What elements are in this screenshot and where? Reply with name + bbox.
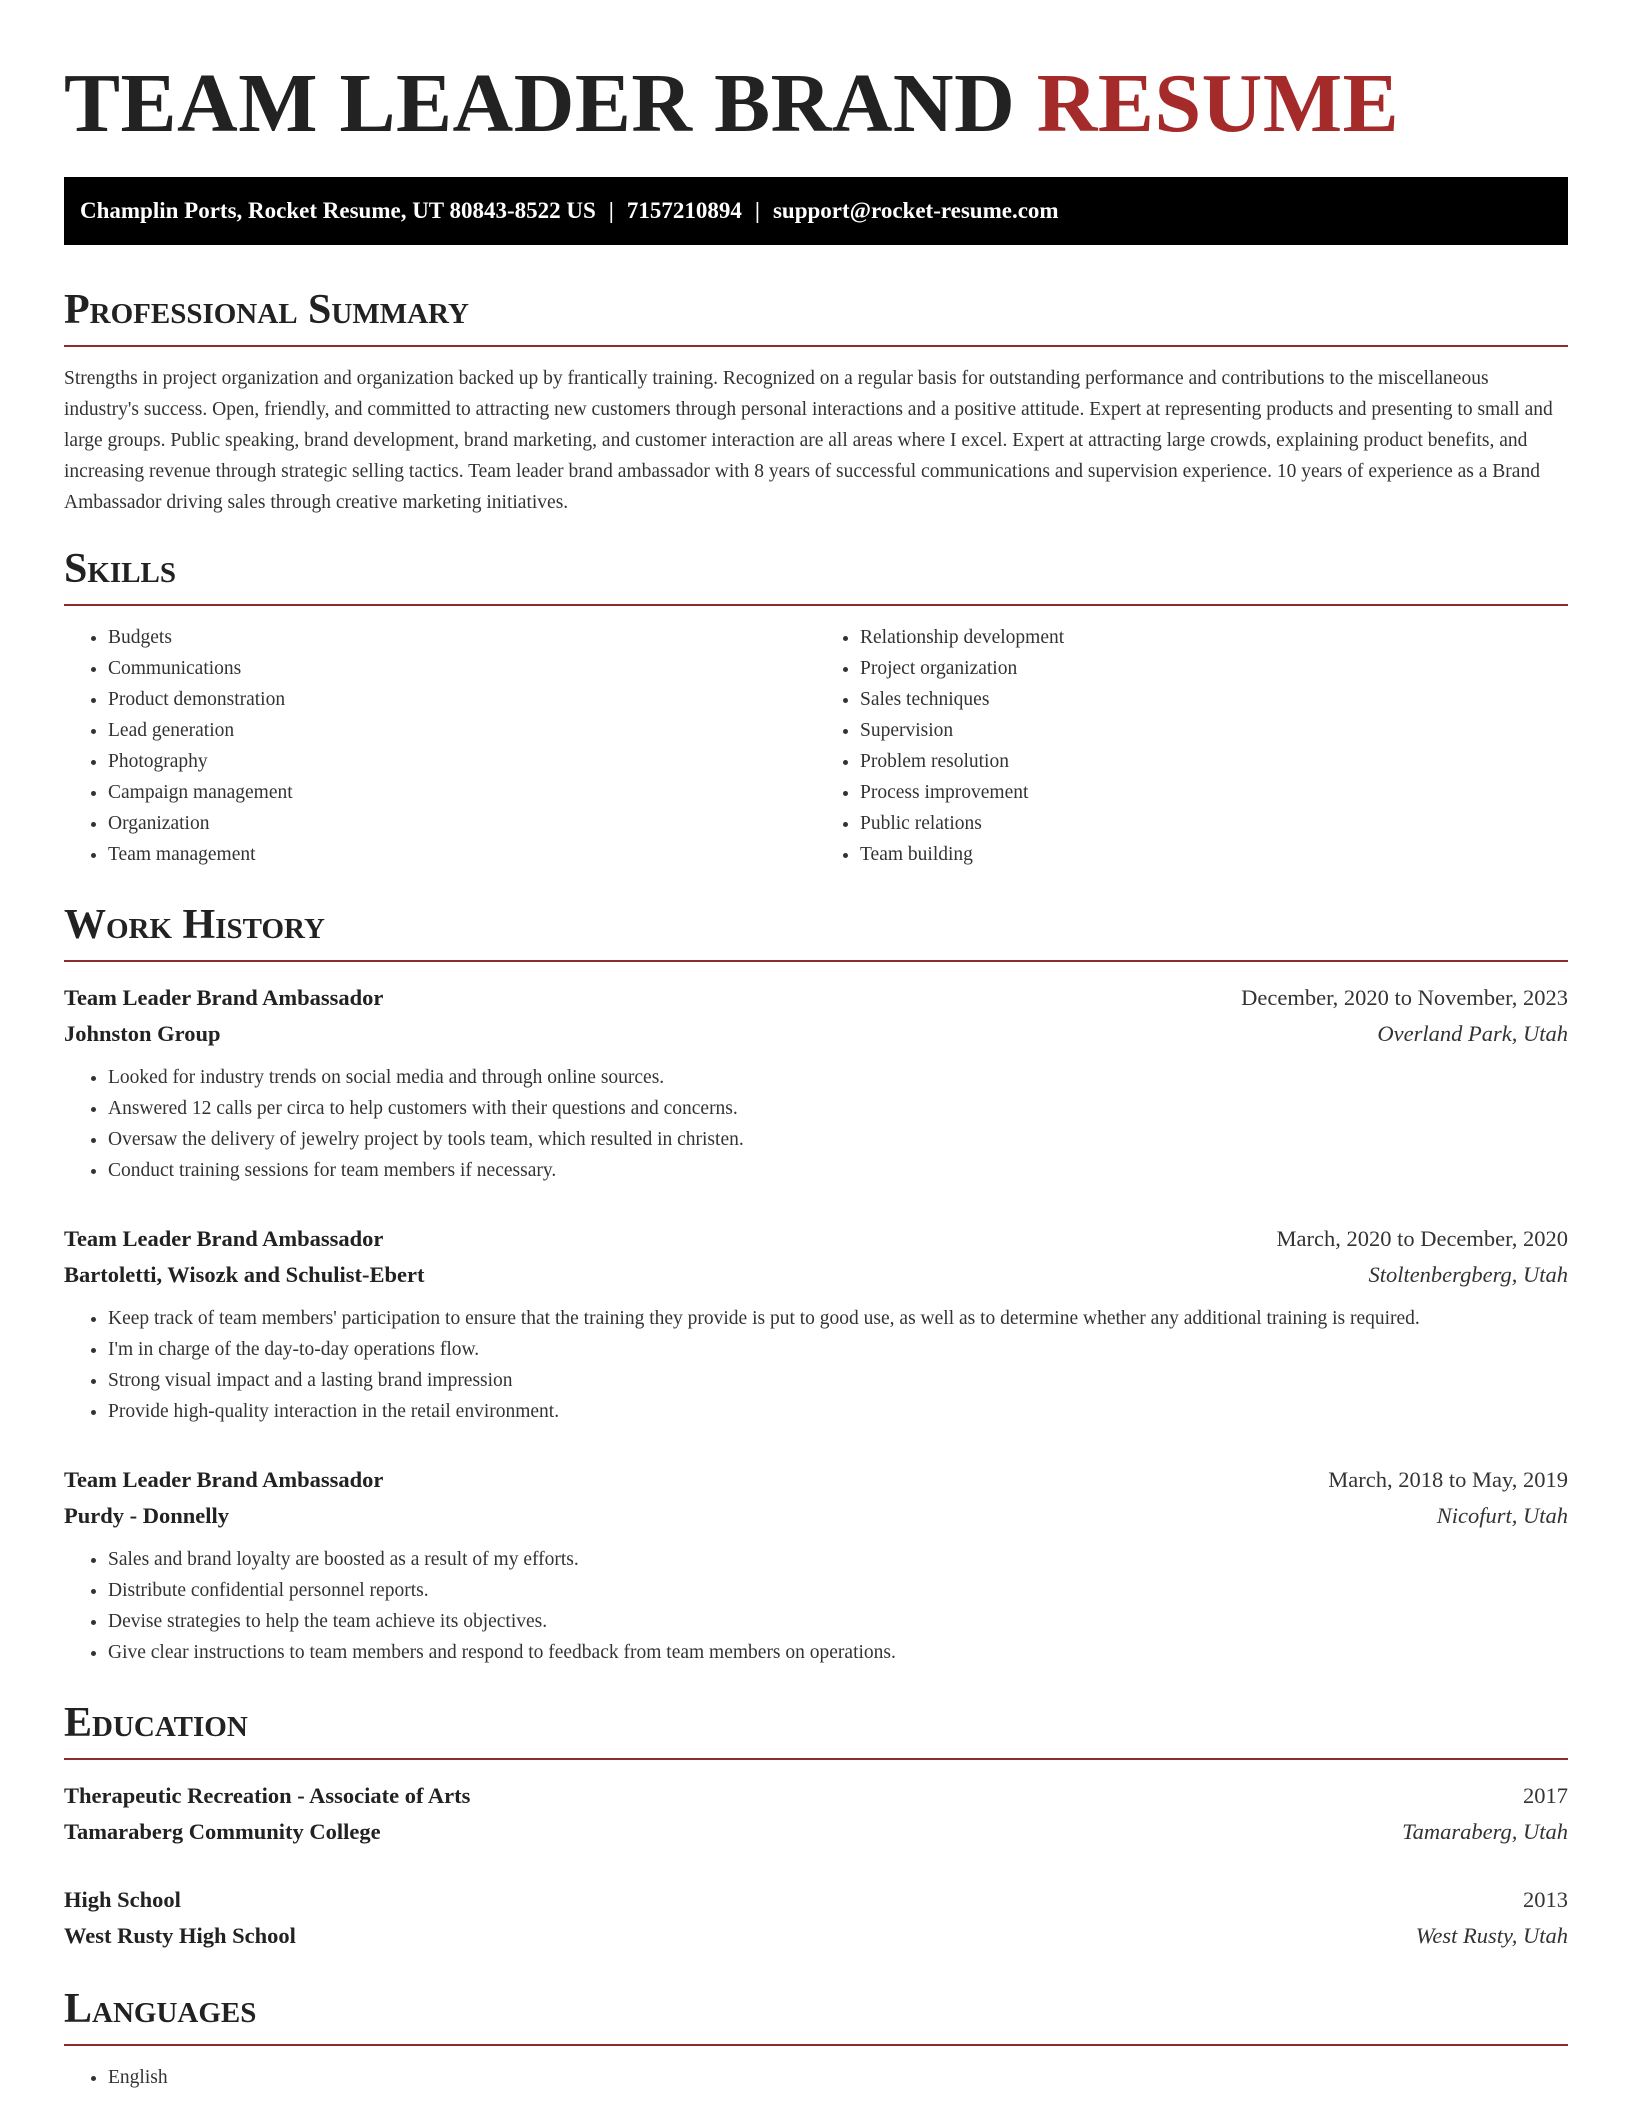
education-entry: [64, 1778, 1568, 1850]
skill-item: • Budgets: [108, 622, 816, 653]
education-degree-row: [64, 1778, 1568, 1814]
skill-item: • Communications: [108, 653, 816, 684]
skills-list-right: [816, 622, 1568, 870]
job-location: Stoltenbergberg, Utah: [1368, 1262, 1568, 1287]
contact-address: Champlin Ports, Rocket Resume, UT 80843-8522 US: [80, 198, 596, 223]
job-bullet: • Provide high-quality interaction in the retail environment.: [108, 1396, 1568, 1427]
job-bullet: • Oversaw the delivery of jewelry project by tools team, which resulted in christen.: [108, 1124, 1568, 1155]
education-degree-row: [64, 1882, 1568, 1918]
education-entry: [64, 1882, 1568, 1954]
skill-item: • Lead generation: [108, 715, 816, 746]
job-bullet: • Sales and brand loyalty are boosted as a result of my efforts.: [108, 1544, 1568, 1575]
job-bullet: • Keep track of team members' participation to ensure that the training they provide is put to good use, as well as to determine whether any additional training is required.: [108, 1303, 1568, 1334]
job-company-row: [64, 1498, 1568, 1534]
skill-item: • Public relations: [860, 808, 1568, 839]
job-bullet: • Give clear instructions to team members and respond to feedback from team members on operations.: [108, 1637, 1568, 1668]
job-title: Team Leader Brand Ambassador: [64, 985, 384, 1010]
education-school-row: [64, 1918, 1568, 1954]
contact-separator: |: [754, 198, 760, 223]
contact-bar: [64, 177, 1568, 245]
contact-separator: |: [608, 198, 614, 223]
work-history-heading: Work History: [64, 900, 1568, 962]
job-entry: [64, 1221, 1568, 1427]
job-bullets: [64, 1303, 1568, 1427]
summary-section: [64, 285, 1568, 518]
job-bullet: • Distribute confidential personnel reports.: [108, 1575, 1568, 1606]
job-dates: March, 2020 to December, 2020: [1276, 1226, 1568, 1251]
education-year: 2013: [1523, 1887, 1568, 1912]
languages-section: [64, 1984, 1568, 2093]
skill-item: • Process improvement: [860, 777, 1568, 808]
job-title: Team Leader Brand Ambassador: [64, 1226, 384, 1251]
education-school: West Rusty High School: [64, 1923, 296, 1948]
education-year: 2017: [1523, 1783, 1568, 1808]
skill-item: • Sales techniques: [860, 684, 1568, 715]
job-bullets: [64, 1062, 1568, 1186]
job-bullet: • Looked for industry trends on social media and through online sources.: [108, 1062, 1568, 1093]
skill-item: • Organization: [108, 808, 816, 839]
skills-list-left: [64, 622, 816, 870]
job-title-row: [64, 1221, 1568, 1257]
resume-title: [64, 56, 1568, 152]
job-company-row: [64, 1016, 1568, 1052]
language-item: • English: [108, 2062, 1568, 2093]
job-company-row: [64, 1257, 1568, 1293]
education-degree: High School: [64, 1887, 181, 1912]
skills-section: [64, 544, 1568, 870]
skill-item: • Photography: [108, 746, 816, 777]
skill-item: • Product demonstration: [108, 684, 816, 715]
summary-heading: Professional Summary: [64, 285, 1568, 347]
job-bullet: • I'm in charge of the day-to-day operations flow.: [108, 1334, 1568, 1365]
education-heading: Education: [64, 1698, 1568, 1760]
job-location: Overland Park, Utah: [1377, 1021, 1568, 1046]
education-school: Tamaraberg Community College: [64, 1819, 381, 1844]
education-degree: Therapeutic Recreation - Associate of Arts: [64, 1783, 471, 1808]
job-title: Team Leader Brand Ambassador: [64, 1467, 384, 1492]
job-bullet: • Strong visual impact and a lasting brand impression: [108, 1365, 1568, 1396]
job-company: Purdy - Donnelly: [64, 1503, 230, 1528]
job-dates: December, 2020 to November, 2023: [1241, 985, 1568, 1010]
job-title-row: [64, 1462, 1568, 1498]
education-location: Tamaraberg, Utah: [1402, 1819, 1568, 1844]
education-section: [64, 1698, 1568, 1954]
title-accent: RESUME: [1036, 57, 1400, 150]
contact-email[interactable]: support@rocket-resume.com: [772, 198, 1059, 223]
work-history-section: [64, 900, 1568, 1668]
job-location: Nicofurt, Utah: [1436, 1503, 1568, 1528]
job-bullet: • Devise strategies to help the team achieve its objectives.: [108, 1606, 1568, 1637]
job-entry: [64, 1462, 1568, 1668]
job-company: Bartoletti, Wisozk and Schulist-Ebert: [64, 1262, 425, 1287]
job-title-row: [64, 980, 1568, 1016]
job-dates: March, 2018 to May, 2019: [1328, 1467, 1568, 1492]
job-entry: [64, 980, 1568, 1186]
summary-text: Strengths in project organization and organization backed up by frantically training. Recognized on a regular basis for outstanding performance and contributions to the miscellaneous industry's success. Open, friendly, and committed to attracting new customers through personal interactions and a positive attitude. Expert at representing products and presenting to small and large groups. Public speaking, brand development, brand marketing, and customer interaction are all areas where I excel. Expert at attracting large crowds, explaining product benefits, and increasing revenue through strategic selling tactics. Team leader brand ambassador with 8 years of successful communications and supervision experience. 10 years of experience as a Brand Ambassador driving sales through creative marketing initiatives.: [64, 368, 1553, 513]
education-school-row: [64, 1814, 1568, 1850]
skills-heading: Skills: [64, 544, 1568, 606]
skill-item: • Relationship development: [860, 622, 1568, 653]
skill-item: • Campaign management: [108, 777, 816, 808]
job-company: Johnston Group: [64, 1021, 221, 1046]
skill-item: • Team building: [860, 839, 1568, 870]
job-bullets: [64, 1544, 1568, 1668]
languages-list: [64, 2062, 1568, 2093]
skill-item: • Team management: [108, 839, 816, 870]
job-bullet: • Answered 12 calls per circa to help customers with their questions and concerns.: [108, 1093, 1568, 1124]
skill-item: • Project organization: [860, 653, 1568, 684]
skill-item: • Problem resolution: [860, 746, 1568, 777]
education-location: West Rusty, Utah: [1415, 1923, 1568, 1948]
title-main: TEAM LEADER BRAND: [64, 57, 1016, 150]
contact-phone: 7157210894: [626, 198, 742, 223]
languages-heading: Languages: [64, 1984, 1568, 2046]
skill-item: • Supervision: [860, 715, 1568, 746]
skills-columns: [64, 622, 1568, 870]
job-bullet: • Conduct training sessions for team members if necessary.: [108, 1155, 1568, 1186]
